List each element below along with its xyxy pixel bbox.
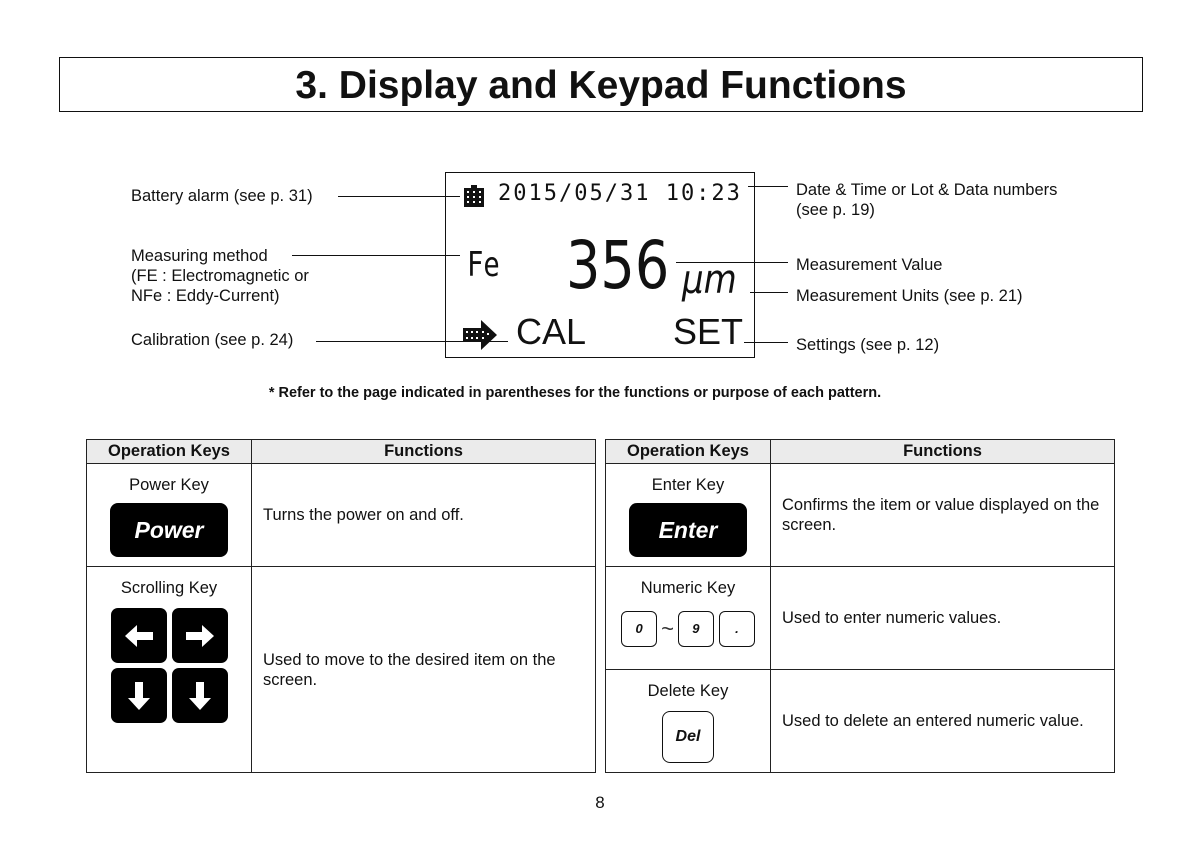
- power-key-function: Turns the power on and off.: [252, 464, 596, 567]
- leader-line-battery: [338, 196, 460, 197]
- callout-datetime-1: Date & Time or Lot & Data numbers: [796, 181, 1058, 199]
- numeric-key-function: Used to enter numeric values.: [771, 567, 1115, 670]
- page-title: 3. Display and Keypad Functions: [295, 64, 907, 107]
- numeric-key-dot: .: [719, 611, 755, 647]
- table-row-power: [87, 464, 596, 567]
- enter-key-button: Enter: [629, 503, 747, 557]
- power-key-button: Power: [110, 503, 228, 557]
- callout-method-2: (FE : Electromagnetic or: [131, 267, 309, 285]
- numeric-key-9: 9: [678, 611, 714, 647]
- lcd-set: SET: [673, 311, 744, 352]
- left-arrow-key: [111, 608, 167, 663]
- numeric-key-name: Numeric Key: [640, 579, 736, 597]
- enter-key-function: Confirms the item or value displayed on the screen.: [771, 464, 1115, 567]
- col-header-keys: Operation Keys: [606, 440, 771, 464]
- callout-calibration: Calibration (see p. 24): [131, 331, 294, 349]
- callout-method-1: Measuring method: [131, 247, 268, 265]
- col-header-keys: Operation Keys: [87, 440, 252, 464]
- callout-datetime-2: (see p. 19): [796, 201, 875, 219]
- enter-key-name: Enter Key: [651, 476, 725, 494]
- lcd-unit: μm: [682, 257, 737, 303]
- table-row-enter: [606, 464, 1115, 567]
- table-row-delete: [606, 670, 1115, 773]
- scroll-key-function: Used to move to the desired item on the screen.: [252, 567, 596, 773]
- arrow-right-icon: [186, 625, 214, 647]
- scroll-key-buttons: [111, 608, 228, 723]
- numeric-key-buttons: [606, 611, 770, 647]
- callout-value: Measurement Value: [796, 256, 943, 274]
- reference-note: * Refer to the page indicated in parentheses for the functions or purpose of each pattern.: [268, 385, 882, 401]
- page-number: 8: [595, 793, 605, 812]
- leader-line-units: [750, 292, 788, 293]
- delete-key-function: Used to delete an entered numeric value.: [771, 670, 1115, 773]
- keys-table-right: [605, 439, 1115, 773]
- delete-key-button: Del: [662, 711, 714, 763]
- arrow-down-icon: [128, 682, 150, 710]
- lcd-display: [445, 172, 755, 358]
- delete-key-name: Delete Key: [647, 682, 729, 700]
- scroll-key-cell: [87, 567, 252, 773]
- delete-key-cell: [606, 670, 771, 773]
- table-header-row: [87, 440, 596, 464]
- lcd-datetime: 2015/05/31 10:23: [498, 181, 742, 206]
- callout-battery: Battery alarm (see p. 31): [131, 187, 313, 205]
- power-key-cell: [87, 464, 252, 567]
- down-arrow-key: [111, 668, 167, 723]
- numeric-key-0: 0: [621, 611, 657, 647]
- keys-table-left: [86, 439, 596, 773]
- lcd-measurement-value: 356: [566, 227, 670, 304]
- col-header-functions: Functions: [252, 440, 596, 464]
- leader-line-method: [292, 255, 460, 256]
- page-title-box: [59, 57, 1143, 112]
- table-row-numeric: [606, 567, 1115, 670]
- enter-key-cell: [606, 464, 771, 567]
- right-arrow-key: [172, 608, 228, 663]
- table-row-scroll: [87, 567, 596, 773]
- table-header-row: [606, 440, 1115, 464]
- arrow-down-icon: [189, 682, 211, 710]
- arrow-left-icon: [125, 625, 153, 647]
- arrow-right-icon: [463, 320, 497, 350]
- callout-method-3: NFe : Eddy-Current): [131, 287, 280, 305]
- callout-settings: Settings (see p. 12): [796, 336, 940, 354]
- scroll-key-name: Scrolling Key: [120, 579, 218, 597]
- numeric-key-cell: [606, 567, 771, 670]
- power-key-name: Power Key: [129, 476, 209, 494]
- down-arrow-key-2: [172, 668, 228, 723]
- lcd-cal: CAL: [516, 311, 587, 352]
- callout-units: Measurement Units (see p. 21): [796, 287, 1023, 305]
- col-header-functions: Functions: [771, 440, 1115, 464]
- battery-icon: [463, 185, 485, 207]
- lcd-method: Fe: [467, 245, 500, 285]
- numeric-key-range-tilde: ~: [661, 616, 674, 641]
